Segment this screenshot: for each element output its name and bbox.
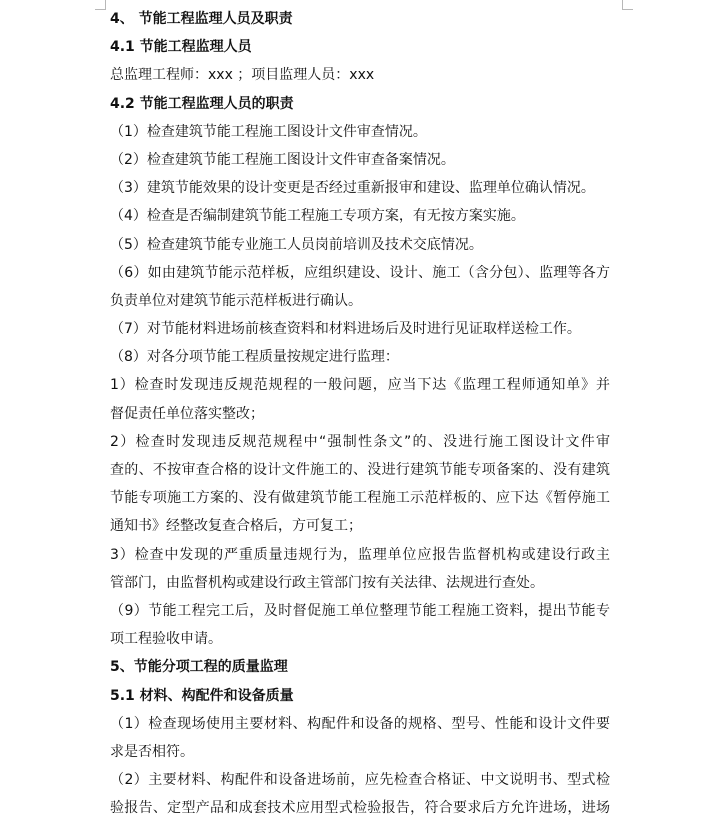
- duty-item-8-1-line-1: 1）检查时发现违反规范规程的一般问题，应当下达《监理工程师通知单》并: [110, 377, 610, 394]
- heading-4-2: 4.2 节能工程监理人员的职责: [110, 95, 294, 112]
- duty-item-2: （2）检查建筑节能工程施工图设计文件审查备案情况。: [110, 151, 455, 168]
- duty-item-8-3-line-1: 3）检查中发现的严重质量违规行为，监理单位应报告监督机构或建设行政主: [110, 546, 610, 563]
- material-item-2-line-1: （2）主要材料、构配件和设备进场前，应先检查合格证、中文说明书、型式检: [110, 772, 610, 789]
- page-margin-corner-top-right: [622, 0, 633, 10]
- heading-5: 5、节能分项工程的质量监理: [110, 659, 288, 676]
- material-item-1-line-1: （1）检查现场使用主要材料、构配件和设备的规格、型号、性能和设计文件要: [110, 715, 610, 732]
- duty-item-9-line-1: （9）节能工程完工后，及时督促施工单位整理节能工程施工资料，提出节能专: [110, 602, 610, 619]
- duty-item-8: （8）对各分项节能工程质量按规定进行监理：: [110, 349, 399, 366]
- duty-item-4: （4）检查是否编制建筑节能工程施工专项方案，有无按方案实施。: [110, 208, 525, 225]
- duty-item-6-line-1: （6）如由建筑节能示范样板，应组织建设、设计、施工（含分包）、监理等各方: [110, 264, 610, 281]
- duty-item-8-2-line-3: 节能专项施工方案的、没有做建筑节能工程施工示范样板的、应下达《暂停施工: [110, 490, 610, 507]
- duty-item-8-2-line-4: 通知书》经整改复查合格后，方可复工；: [110, 518, 362, 535]
- heading-5-1: 5.1 材料、构配件和设备质量: [110, 687, 294, 704]
- material-item-2-line-2: 验报告、定型产品和成套技术应用型式检验报告，符合要求后方允许进场，进场: [110, 800, 610, 817]
- staff-line: 总监理工程师：xxx ；项目监理人员：xxx: [110, 67, 375, 84]
- heading-4: 4、 节能工程监理人员及职责: [110, 11, 293, 27]
- duty-item-8-1-line-2: 督促责任单位落实整改；: [110, 405, 264, 422]
- duty-item-8-2-line-1: 2）检查时发现违反规范规程中“强制性条文”的、没进行施工图设计文件审: [110, 433, 610, 450]
- duty-item-9-line-2: 项工程验收申请。: [110, 631, 222, 648]
- material-item-1-line-2: 求是否相符。: [110, 743, 194, 760]
- duty-item-3: （3）建筑节能效果的设计变更是否经过重新报审和建设、监理单位确认情况。: [110, 180, 595, 197]
- duty-item-6-line-2: 负责单位对建筑节能示范样板进行确认。: [110, 292, 362, 309]
- duty-item-5: （5）检查建筑节能专业施工人员岗前培训及技术交底情况。: [110, 236, 483, 253]
- page-margin-corner-top-left: [95, 0, 106, 10]
- duty-item-7: （7）对节能材料进场前核查资料和材料进场后及时进行见证取样送检工作。: [110, 321, 581, 338]
- duty-item-1: （1）检查建筑节能工程施工图设计文件审查情况。: [110, 123, 427, 140]
- duty-item-8-2-line-2: 查的、不按审查合格的设计文件施工的、没进行建筑节能专项备案的、没有建筑: [110, 462, 610, 478]
- document-body: [110, 5, 610, 822]
- duty-item-8-3-line-2: 管部门，由监督机构或建设行政主管部门按有关法律、法规进行查处。: [110, 574, 544, 591]
- heading-4-1: 4.1 节能工程监理人员: [110, 39, 252, 56]
